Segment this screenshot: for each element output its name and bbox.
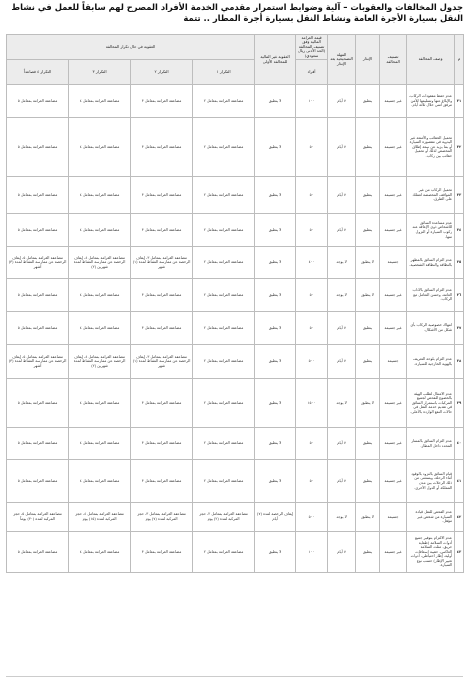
row-grace-period: ٧ أيام (328, 428, 356, 460)
row-classification: غير جسيمة (380, 118, 407, 177)
row-repeat-1: مضاعفة الغرامة بمعامل ٢ (193, 312, 255, 345)
header-repeat-2: التكرار ٢ (131, 60, 193, 85)
row-warning: ينطبق (356, 214, 380, 247)
row-repeat-3: مضاعفة الغرامة بمعامل ٤ (69, 428, 131, 460)
bottom-divider (6, 676, 463, 677)
row-grace-period: لا يوجد (328, 379, 356, 428)
row-fine: ٥٠ (296, 312, 328, 345)
row-description: تحميل الحقائب والأمتعة غير اليدوية في مقصورة السيارة أو بما يزيد عن سعة إطلاق المخصص لذلك أو تحميل حقائب بين ركاب. (407, 118, 455, 177)
row-first-penalty: لا ينطبق (255, 279, 296, 312)
row-classification: جسيمة (380, 345, 407, 379)
row-repeat-3: مضاعفة الغرامة بمعامل ٤ (69, 118, 131, 177)
row-repeat-4: مضاعفة الغرامة بمعامل ٥ (7, 177, 69, 214)
table-row (7, 247, 464, 279)
row-repeat-1: مضاعفة الغرامة بمعامل ٢ (193, 460, 255, 503)
table-row (7, 379, 464, 428)
row-repeat-2: مضاعفة الغرامة بمعامل ٣، حجز المركبة لمدة (٧) يوم (131, 503, 193, 532)
row-fine: ٤٠٠ (296, 247, 328, 279)
row-warning: ينطبق (356, 312, 380, 345)
row-repeat-2: مضاعفة الغرامة بمعامل ٣ (131, 379, 193, 428)
row-warning: ينطبق (356, 460, 380, 503)
header-class: تصنيف المخالفة (380, 35, 407, 85)
row-repeat-4: مضاعفة الغرامة بمعامل ٥ (7, 214, 69, 247)
row-repeat-2: مضاعفة الغرامة بمعامل ٣ (131, 177, 193, 214)
table-row (7, 345, 464, 379)
row-repeat-1: مضاعفة الغرامة بمعامل ٢ (193, 214, 255, 247)
row-repeat-4: مضاعفة الغرامة بمعامل ٥ (7, 428, 69, 460)
row-repeat-3: مضاعفة الغرامة بمعامل ٤ (69, 177, 131, 214)
row-classification: غير جسيمة (380, 214, 407, 247)
row-classification: غير جسيمة (380, 379, 407, 428)
row-warning: لا ينطبق (356, 379, 380, 428)
violations-table (6, 34, 464, 573)
row-repeat-1: مضاعفة الغرامة بمعامل ٢ (193, 279, 255, 312)
row-repeat-2: مضاعفة الغرامة بمعامل ٣، إيقاف الرخصة عن ممارسة النشاط لمدة (١) شهر (131, 345, 193, 379)
row-repeat-4: مضاعفة الغرامة بمعامل ٥ (7, 312, 69, 345)
row-number: ٣٧ (455, 312, 464, 345)
row-grace-period: ٧ أيام (328, 177, 356, 214)
row-classification: غير جسيمة (380, 460, 407, 503)
page-title: جدول المخالفات والعقوبات – آلية وضوابط استمرار مقدمي الخدمة الأفراد المصرح لهم سابقاً للعمل في نشاط النقل بسيارة الأجرة العامة ونشاط النقل بسيارة أجرة المطار .. تتمة (11, 2, 463, 23)
table-row (7, 177, 464, 214)
row-description: عدم الامتثال لطلب الهيئة بالخضوع للفحص لجميع المركبات باستمرار السائق في تقديم خدمة النقل في حالات النفع الواردة بالأعلى. (407, 379, 455, 428)
row-description: قيام السائق بالتزود بالوقود أثناء الرحلة، وبستثنى من ذلك الرحلات بين مدن المملكة أو الدول الأخرى. (407, 460, 455, 503)
row-number: ٤٢ (455, 503, 464, 532)
row-repeat-1: مضاعفة الغرامة بمعامل ٢ (193, 428, 255, 460)
header-fine-group: قيمة الغرامة المالية وفق تصنيف المخالفة (الحد الأدنى ريال سعودي) (296, 35, 328, 60)
header-repeat-group: العقوبة في حال تكرار المخالفة (7, 35, 255, 60)
row-classification: جسيمة (380, 247, 407, 279)
row-warning: ينطبق (356, 345, 380, 379)
row-classification: غير جسيمة (380, 279, 407, 312)
row-repeat-4: مضاعفة الغرامة بمعامل ٥ (7, 85, 69, 118)
row-description: عدم التزام بلوحة التعريف بالهوية الخارجية للسيارة. (407, 345, 455, 379)
header-repeat-4: التكرار ٤ فصاعداً (7, 60, 69, 85)
row-fine: ١٠٠ (296, 85, 328, 118)
row-fine: ١٠٠ (296, 532, 328, 573)
row-repeat-1: مضاعفة الغرامة بمعامل ٢ (193, 532, 255, 573)
row-fine: ٥٠ (296, 460, 328, 503)
table-row (7, 460, 464, 503)
row-description: عدم التزام السائق بالمظهر بالنظافة والنظافة الشخصية. (407, 247, 455, 279)
row-classification: غير جسيمة (380, 85, 407, 118)
row-warning: لا ينطبق (356, 247, 380, 279)
row-repeat-1: مضاعفة الغرامة بمعامل ٢، حجز المركبة لمدة (٢) يوم (193, 503, 255, 532)
header-grace-period: المهلة التصحيحية بعد الإنذار (328, 35, 356, 85)
row-classification: غير جسيمة (380, 177, 407, 214)
row-number: ٤٣ (455, 532, 464, 573)
row-description: عدم مساعدة السائق للأشخاص ذوي الإعاقة عند ركوب السيارة أو النزول منها. (407, 214, 455, 247)
row-grace-period: ٧ أيام (328, 345, 356, 379)
row-first-penalty: لا ينطبق (255, 312, 296, 345)
row-description: عدم الالتزام بتوفير جميع أدوات السلامة (طفاية حريق، مثلث السلامة العاكس، حقيبة إسعافات أولية، إطار احتياطي، أدوات تغيير الإطار) حسب نوع السيارة. (407, 532, 455, 573)
row-first-penalty: لا ينطبق (255, 118, 296, 177)
row-number: ٣٩ (455, 379, 464, 428)
row-repeat-4: مضاعفة الغرامة بمعامل ٥، إيقاف الرخصة عن ممارسة النشاط لمدة (٣) أشهر (7, 247, 69, 279)
row-first-penalty: لا ينطبق (255, 428, 296, 460)
row-grace-period: ٧ أيام (328, 532, 356, 573)
header-desc: وصف المخالفة (407, 35, 455, 85)
row-repeat-3: مضاعفة الغرامة بمعامل ٤ (69, 312, 131, 345)
row-repeat-2: مضاعفة الغرامة بمعامل ٣ (131, 214, 193, 247)
row-grace-period: ٧ أيام (328, 460, 356, 503)
row-repeat-2: مضاعفة الغرامة بمعامل ٣ (131, 312, 193, 345)
row-description: انتهاك خصوصية الركاب بأي شكل من الأشكال. (407, 312, 455, 345)
row-first-penalty: لا ينطبق (255, 345, 296, 379)
header-num: م (455, 35, 464, 85)
header-repeat-3: التكرار ٣ (69, 60, 131, 85)
table-header (7, 35, 464, 85)
row-number: ٣٦ (455, 279, 464, 312)
row-repeat-1: مضاعفة الغرامة بمعامل ٢ (193, 379, 255, 428)
row-grace-period: ٧ أيام (328, 85, 356, 118)
row-number: ٤٠ (455, 428, 464, 460)
table-row (7, 428, 464, 460)
row-first-penalty: لا ينطبق (255, 85, 296, 118)
row-repeat-3: مضاعفة الغرامة بمعامل ٤ (69, 379, 131, 428)
row-warning: لا ينطبق (356, 503, 380, 532)
row-grace-period: ٧ أيام (328, 214, 356, 247)
row-repeat-2: مضاعفة الغرامة بمعامل ٣ (131, 428, 193, 460)
row-warning: ينطبق (356, 177, 380, 214)
row-repeat-2: مضاعفة الغرامة بمعامل ٣ (131, 279, 193, 312)
table-row (7, 279, 464, 312)
row-grace-period: لا يوجد (328, 503, 356, 532)
row-number: ٣٢ (455, 118, 464, 177)
row-repeat-3: مضاعفة الغرامة بمعامل ٤ (69, 279, 131, 312)
row-grace-period: ٧ أيام (328, 118, 356, 177)
row-fine: ٥٠٠ (296, 345, 328, 379)
row-repeat-4: مضاعفة الغرامة بمعامل ٥، حجز المركبة لمدة (٣٠) يوماً (7, 503, 69, 532)
row-classification: جسيمة (380, 503, 407, 532)
header-repeat-1: التكرار ١ (193, 60, 255, 85)
row-first-penalty: لا ينطبق (255, 177, 296, 214)
row-repeat-1: مضاعفة الغرامة بمعامل ٢ (193, 85, 255, 118)
row-fine: ٥٠ (296, 118, 328, 177)
row-number: ٣٤ (455, 214, 464, 247)
row-repeat-4: مضاعفة الغرامة بمعامل ٥ (7, 279, 69, 312)
table-row (7, 503, 464, 532)
row-first-penalty: إيقاف الرخصة لمدة (٧) أيام (255, 503, 296, 532)
row-first-penalty: لا ينطبق (255, 379, 296, 428)
row-repeat-3: مضاعفة الغرامة بمعامل ٤ (69, 85, 131, 118)
row-repeat-1: مضاعفة الغرامة بمعامل ٢ (193, 345, 255, 379)
row-fine: ٥٠ (296, 279, 328, 312)
row-repeat-4: مضاعفة الغرامة بمعامل ٥ (7, 532, 69, 573)
row-repeat-3: مضاعفة الغرامة بمعامل ٤، حجز المركبة لمدة (١٥) يوم (69, 503, 131, 532)
row-description: عدم التزام السائق بالمسار المحدد داخل المطار. (407, 428, 455, 460)
table-row (7, 214, 464, 247)
table-body (7, 85, 464, 573)
row-first-penalty: لا ينطبق (255, 460, 296, 503)
row-fine: ٥٠ (296, 214, 328, 247)
table-row (7, 85, 464, 118)
row-number: ٣٥ (455, 247, 464, 279)
row-repeat-2: مضاعفة الغرامة بمعامل ٣ (131, 118, 193, 177)
row-grace-period: لا يوجد (328, 247, 356, 279)
row-fine: ٥٠ (296, 428, 328, 460)
row-repeat-4: مضاعفة الغرامة بمعامل ٥ (7, 460, 69, 503)
row-classification: غير جسيمة (380, 312, 407, 345)
row-classification: غير جسيمة (380, 428, 407, 460)
row-repeat-3: مضاعفة الغرامة بمعامل ٤ (69, 532, 131, 573)
row-repeat-3: مضاعفة الغرامة بمعامل ٤ (69, 460, 131, 503)
row-number: ٣١ (455, 85, 464, 118)
row-number: ٣٨ (455, 345, 464, 379)
row-repeat-2: مضاعفة الغرامة بمعامل ٣ (131, 460, 193, 503)
row-description: عدم التزام السائق بالآداب العامة، وحسن التعامل مع الركاب. (407, 279, 455, 312)
table-row (7, 118, 464, 177)
row-repeat-1: مضاعفة الغرامة بمعامل ٢ (193, 247, 255, 279)
row-repeat-2: مضاعفة الغرامة بمعامل ٣ (131, 532, 193, 573)
row-repeat-4: مضاعفة الغرامة بمعامل ٥ (7, 379, 69, 428)
row-repeat-1: مضاعفة الغرامة بمعامل ٢ (193, 118, 255, 177)
row-repeat-3: مضاعفة الغرامة بمعامل ٤، إيقاف الرخصة عن ممارسة النشاط لمدة شهرين (٢) (69, 345, 131, 379)
row-repeat-4: مضاعفة الغرامة بمعامل ٥، إيقاف الرخصة عن ممارسة النشاط لمدة (٣) أشهر (7, 345, 69, 379)
table-row (7, 312, 464, 345)
row-warning: لا ينطبق (356, 279, 380, 312)
row-repeat-2: مضاعفة الغرامة بمعامل ٣ (131, 85, 193, 118)
row-repeat-2: مضاعفة الغرامة بمعامل ٣، إيقاف الرخصة عن ممارسة النشاط لمدة (١) شهر (131, 247, 193, 279)
header-warning: الإنذار (356, 35, 380, 85)
row-warning: ينطبق (356, 118, 380, 177)
row-repeat-4: مضاعفة الغرامة بمعامل ٥ (7, 118, 69, 177)
header-fine-individuals: أفراد (296, 60, 328, 85)
row-classification: غير جسيمة (380, 532, 407, 573)
row-number: ٤١ (455, 460, 464, 503)
row-repeat-3: مضاعفة الغرامة بمعامل ٤ (69, 214, 131, 247)
row-grace-period: ٧ أيام (328, 312, 356, 345)
row-first-penalty: لا ينطبق (255, 532, 296, 573)
table-row (7, 532, 464, 573)
row-first-penalty: لا ينطبق (255, 214, 296, 247)
row-repeat-3: مضاعفة الغرامة بمعامل ٤، إيقاف الرخصة عن ممارسة النشاط لمدة شهرين (٢) (69, 247, 131, 279)
row-fine: ١٥٠٠ (296, 379, 328, 428)
row-fine: ٥٠ (296, 177, 328, 214)
row-fine: ٥٠٠ (296, 503, 328, 532)
row-description: عدم حفظ مفقودات الركاب، والإبلاغ عنها وتسليمها للأمن مرفق أمني خلال ثلاثة أيام. (407, 85, 455, 118)
row-first-penalty: لا ينطبق (255, 247, 296, 279)
row-warning: ينطبق (356, 532, 380, 573)
row-grace-period: لا يوجد (328, 279, 356, 312)
row-warning: ينطبق (356, 428, 380, 460)
row-description: تحميل الركاب من غير المواقف المخصصة لعملك على الطرق. (407, 177, 455, 214)
row-description: عدم الفحص للنقل قيادة السيارة من شخص غير مؤهل. (407, 503, 455, 532)
row-repeat-1: مضاعفة الغرامة بمعامل ٢ (193, 177, 255, 214)
row-number: ٣٣ (455, 177, 464, 214)
header-first-penalty: العقوبة غير المالية للمخالفة الأولى (255, 35, 296, 85)
row-warning: ينطبق (356, 85, 380, 118)
